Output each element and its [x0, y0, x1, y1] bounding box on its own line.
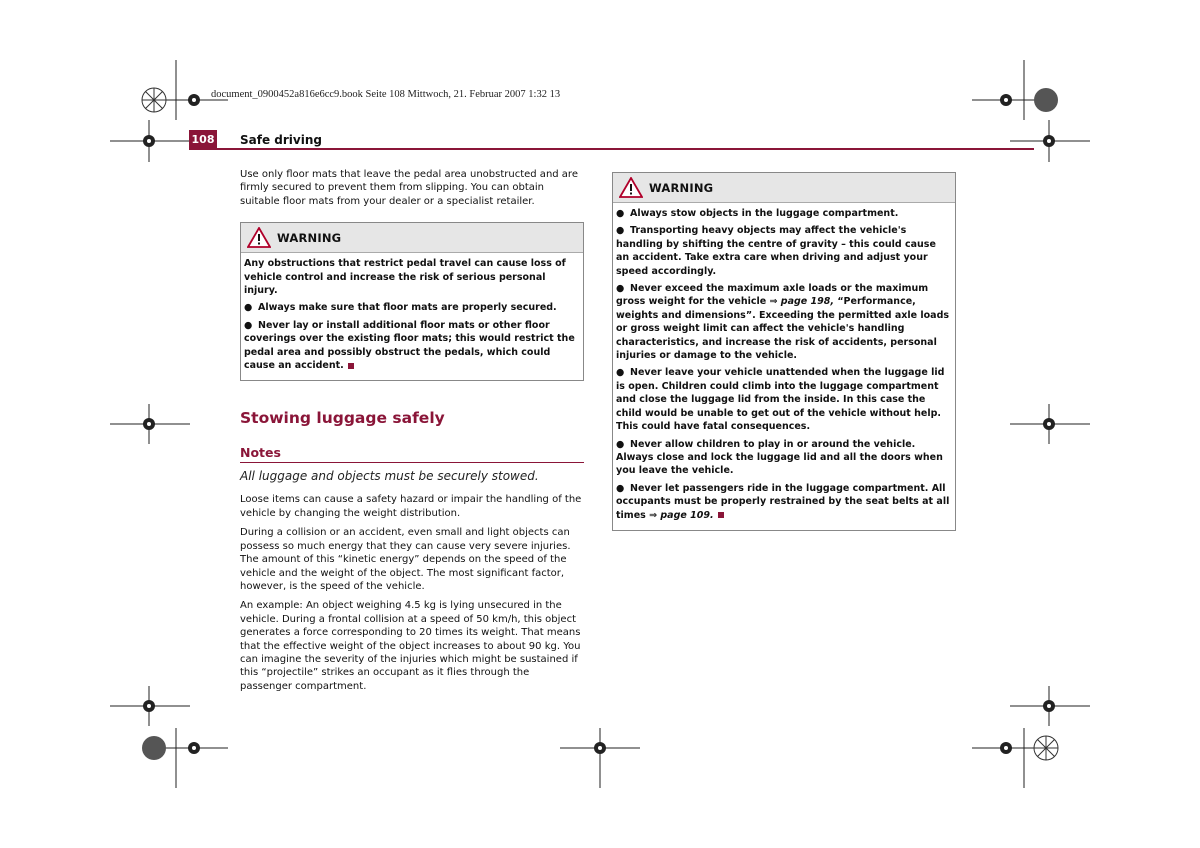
warning-bullet	[616, 366, 952, 433]
bullet-icon: ●	[616, 482, 625, 494]
warning-bullet	[616, 224, 952, 278]
right-column	[612, 172, 956, 531]
warning-bullet-text: Never leave your vehicle unattended when the luggage lid is open. Children could climb into the luggage compartment and close the luggage lid from the inside. In this case the child would be unable to get out of the vehicle without help. This could have fatal consequences.	[616, 367, 945, 433]
section-heading: Stowing luggage safely	[240, 409, 445, 428]
warning-title: WARNING	[277, 230, 342, 245]
warning-bullet-text: Never let passengers ride in the luggage compartment. All occupants must be properly restrained by the seat belts at all times ⇒	[616, 482, 950, 521]
bullet-icon: ●	[616, 367, 625, 379]
page-number: 108	[189, 130, 217, 150]
bullet-icon: ●	[616, 438, 625, 450]
italic-lead: All luggage and objects must be securely stowed.	[240, 469, 539, 484]
paragraph-kinetic-energy: During a collision or an accident, even small and light objects can possess so much energy that they can cause very severe injuries. The amount of this “kinetic energy” depends on the speed of the vehicle and the weight of the object. The most significant factor, however, is the speed of the vehicle.	[240, 527, 571, 592]
warning-bullet	[616, 282, 952, 362]
warning-bullet-text: “Performance, weights and dimensions”. Exceeding the permitted axle loads or gross weight limit can affect the vehicle's handling characteristics, and increase the risk of accidents, personal injuries or damage to the vehicle.	[616, 296, 950, 362]
warning-box-luggage	[612, 172, 956, 531]
warning-bullet-text: Never exceed the maximum axle loads or the maximum gross weight for the vehicle ⇒	[616, 283, 929, 308]
page-reference-link[interactable]: page 198,	[780, 296, 834, 308]
warning-bullet	[244, 301, 580, 314]
subheading-notes: Notes	[240, 445, 584, 463]
warning-bullet-text: Never allow children to play in or around the vehicle. Always close and lock the luggage lid and all the doors when you leave the vehicle.	[616, 438, 943, 477]
warning-bullet-text: Never lay or install additional floor mats or other floor coverings over the existing floor mats; this would restrict the pedal area and possibly obstruct the pedals, which could cause an accident.	[244, 319, 575, 372]
warning-lead: Any obstructions that restrict pedal travel can cause loss of vehicle control and increase the risk of serious personal injury.	[244, 258, 566, 297]
warning-bullet-text: Always stow objects in the luggage compartment.	[630, 208, 899, 219]
warning-triangle-icon	[619, 177, 643, 198]
page-reference-link[interactable]: page 109.	[660, 509, 714, 521]
bullet-icon: ●	[244, 302, 253, 314]
warning-header	[613, 173, 955, 203]
paragraph-example: An example: An object weighing 4.5 kg is lying unsecured in the vehicle. During a frontal collision at a speed of 50 km/h, this object generates a force corresponding to 20 times its weight. That means that the effective weight of the object increases to about 90 kg. You can imagine the severity of the injuries which might be sustained if this “projectile” strikes an occupant as it flies through the passenger compartment.	[240, 600, 581, 692]
end-square-icon	[348, 363, 354, 369]
floor-mats-paragraph: Use only floor mats that leave the pedal area unobstructed and are firmly secured to prevent them from slipping. You can obtain suitable floor mats from your dealer or a specialist retailer.	[240, 169, 578, 207]
end-square-icon	[718, 512, 724, 518]
warning-bullet	[616, 438, 952, 478]
warning-bullet-text: Always make sure that floor mats are properly secured.	[258, 302, 557, 314]
warning-bullet	[616, 207, 952, 220]
left-column	[240, 168, 584, 699]
bullet-icon: ●	[616, 208, 625, 219]
warning-body	[613, 203, 955, 530]
warning-bullet	[244, 319, 580, 373]
warning-title: WARNING	[649, 180, 714, 195]
warning-body	[241, 253, 583, 380]
print-file-line: document_0900452a816e6cc9.book Seite 108 Mittwoch, 21. Februar 2007 1:32 13	[211, 89, 561, 100]
warning-header	[241, 223, 583, 253]
bullet-icon: ●	[616, 283, 625, 295]
bullet-icon: ●	[616, 225, 625, 237]
warning-triangle-icon	[247, 227, 271, 248]
warning-box-floor-mats	[240, 222, 584, 381]
bullet-icon: ●	[244, 319, 253, 331]
warning-bullet	[616, 482, 952, 522]
header-rule	[217, 148, 1034, 150]
section-title: Safe driving	[240, 133, 322, 147]
paragraph-loose-items: Loose items can cause a safety hazard or impair the handling of the vehicle by changing the weight distribution.	[240, 494, 582, 519]
warning-bullet-text: Transporting heavy objects may affect the vehicle's handling by shifting the centre of gravity – this could cause an accident. Take extra care when driving and adjust your speed accordingly.	[616, 225, 936, 277]
